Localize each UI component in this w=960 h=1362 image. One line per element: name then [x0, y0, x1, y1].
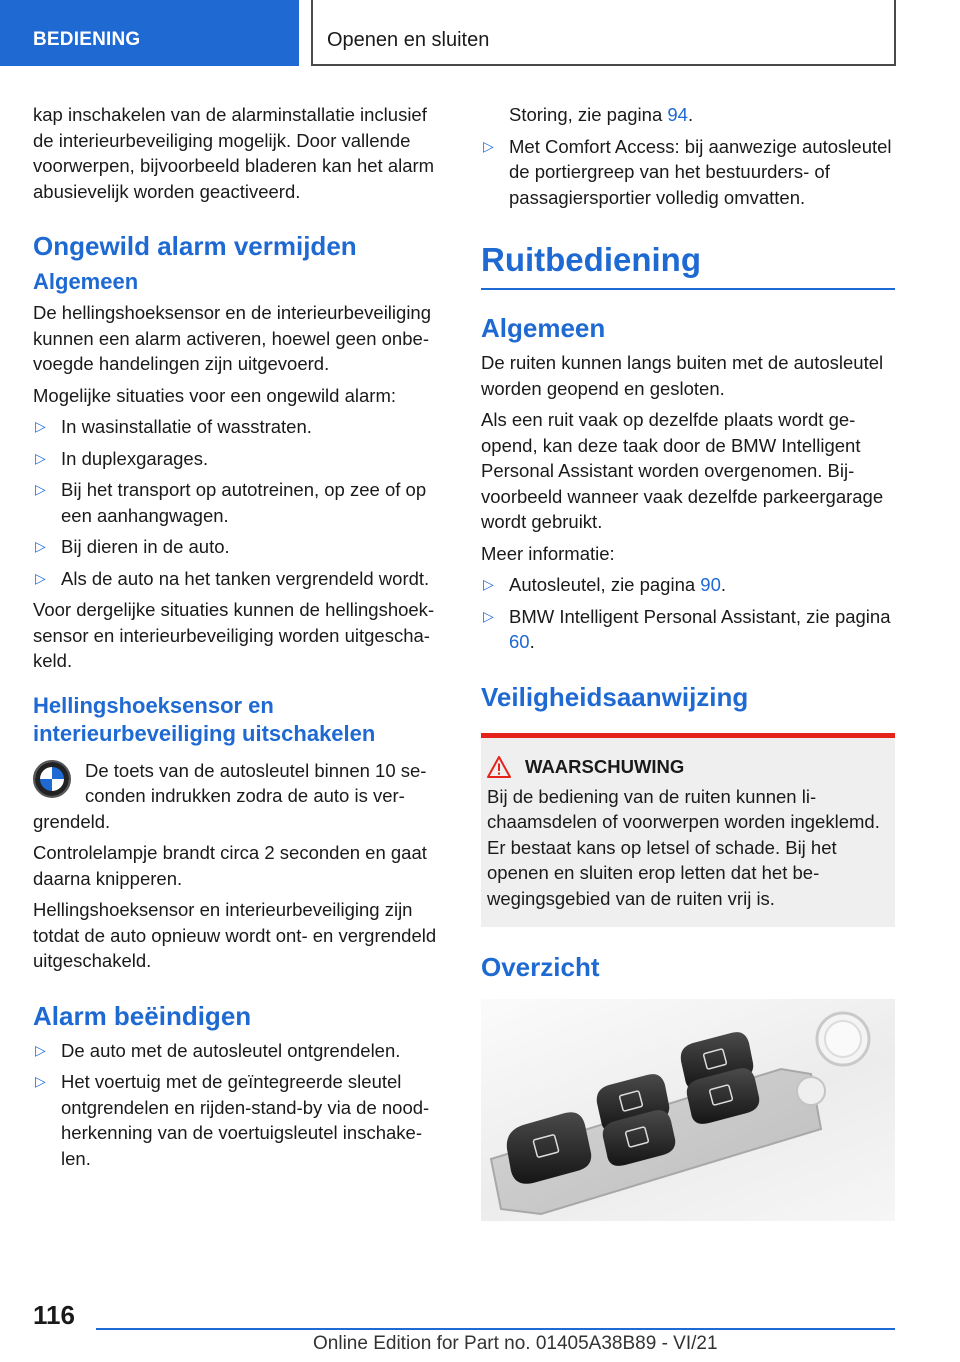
bullet-icon: ▷: [483, 576, 494, 592]
paragraph-algemeen: De hellingshoeksensor en de interieurbeveiliging kunnen een alarm activeren, hoewel geen onbevoegde handelingen zijn uitgevoerd.: [33, 302, 432, 374]
heading-ongewild-alarm: Ongewild alarm vermijden: [33, 231, 357, 261]
heading-ruitbediening: Ruitbediening: [481, 240, 895, 290]
footer-edition: Online Edition for Part no. 01405A38B89 - VI/21: [313, 1333, 718, 1354]
list-item: ▷ Met Comfort Access: bij aanwezige autosleutel de portiergreep van het bestuurders- of passagiersportier volledig omvatten.: [483, 135, 892, 208]
paragraph-toets: De toets van de autosleutel binnen 10 seconden indrukken zodra de auto is vergrendeld.: [33, 759, 427, 832]
list-item: ▷ BMW Intelligent Personal Assistant, zie pagina 60.: [483, 605, 891, 652]
bullet-icon: ▷: [35, 481, 46, 497]
list-item: ▷ Het voertuig met de geïntegreerde sleutel ontgrendelen en rijden-stand-by via de noodherkenning van de voertuigsleutel inschakelen.: [35, 1071, 430, 1169]
bullet-icon: ▷: [483, 137, 494, 154]
chapter-tab: BEDIENING: [0, 0, 299, 66]
footer-divider: [96, 1328, 895, 1330]
bullet-icon: ▷: [35, 418, 46, 434]
page-number: 116: [33, 1300, 75, 1330]
warning-triangle-icon: [487, 756, 511, 778]
window-switch-photo: [481, 999, 895, 1221]
intro-paragraph: kap inschakelen van de alarminstallatie inclusief de interieurbeveiliging mogelijk. Door vallende voorwerpen, bijvoorbeeld bladeren kan het alarm abusievelijk worden geactiveerd.: [33, 104, 435, 202]
page-link-90[interactable]: 90: [700, 574, 721, 595]
list-item: ▷ Als de auto na het tanken vergrendeld wordt.: [33, 566, 445, 592]
list-item: ▷ Bij het transport op autotreinen, op zee of op een aanhangwagen.: [35, 479, 427, 526]
heading-overzicht: Overzicht: [481, 952, 600, 982]
warning-text: Bij de bediening van de ruiten kunnen lichaamsdelen of voorwerpen worden ingeklemd. Er bestaat kans op letsel of schade. Bij het openen en sluiten erop letten dat het bewegingsgebied van de ruiten vrij is.: [487, 785, 880, 909]
list-item: ▷ De auto met de autosleutel ontgrendelen.: [33, 1038, 445, 1064]
paragraph-situaties: Mogelijke situaties voor een ongewild alarm:: [33, 384, 396, 406]
bullet-icon: ▷: [35, 1073, 46, 1089]
list-item: ▷ In duplexgarages.: [33, 446, 445, 472]
list-item: ▷ In wasinstallatie of wasstraten.: [33, 414, 445, 440]
right-column: [481, 102, 895, 1221]
list-item: ▷ Autosleutel, zie pagina 90.: [481, 572, 895, 598]
bullet-icon: ▷: [35, 569, 46, 586]
info-list: [481, 572, 895, 655]
page-link-60[interactable]: 60: [509, 631, 530, 652]
warning-title: WAARSCHUWING: [487, 756, 881, 778]
comfort-list: [481, 134, 895, 211]
list-item: ▷ Bij dieren in de auto.: [33, 534, 445, 560]
paragraph-assistant: Als een ruit vaak op dezelfde plaats wordt geopend, kan deze taak door de BMW Intelligent Personal Assistant worden overgenomen. Bijvoorbeeld wanneer vaak dezelfde parkeergarage wordt gebruikt.: [481, 409, 884, 532]
bullet-icon: ▷: [35, 449, 46, 466]
paragraph-uitgeschakeld: Hellingshoeksensor en interieurbeveiliging zijn totdat de auto opnieuw wordt ont- en vergrendeld uitgeschakeld.: [33, 899, 437, 971]
paragraph-ruiten: De ruiten kunnen langs buiten met de autosleutel worden geopend en gesloten.: [481, 352, 884, 399]
heading-algemeen-ruit: Algemeen: [481, 313, 606, 343]
bmw-key-icon: [33, 760, 71, 798]
section-title: Openen en sluiten: [311, 0, 896, 66]
bullet-icon: ▷: [35, 1041, 46, 1058]
heading-veiligheidsaanwijzing: Veiligheidsaanwijzing: [481, 681, 749, 712]
page-link-94[interactable]: 94: [667, 104, 688, 125]
left-column: [33, 102, 445, 1177]
paragraph-storing: Storing, zie pagina 94.: [509, 104, 694, 125]
paragraph-meer-informatie: Meer informatie:: [481, 542, 615, 564]
situaties-list: [33, 414, 445, 591]
warning-box: [481, 733, 895, 928]
paragraph-uitschakelen: Voor dergelijke situaties kunnen de hellingshoeksensor en interieurbeveiliging worden uitgeschakeld.: [33, 599, 435, 671]
window-switch-illustration: [481, 999, 895, 1221]
paragraph-controlelampje: Controlelampje brandt circa 2 seconden en gaat daarna knipperen.: [33, 842, 427, 889]
heading-algemeen: Algemeen: [33, 269, 139, 294]
alarm-list: [33, 1038, 445, 1172]
heading-hellingshoeksensor: Hellingshoeksensor en interieurbeveiliging uitschakelen: [33, 692, 376, 746]
heading-alarm-beeindigen: Alarm beëindigen: [33, 1000, 252, 1031]
bullet-icon: ▷: [483, 607, 494, 624]
bullet-icon: ▷: [35, 538, 46, 554]
